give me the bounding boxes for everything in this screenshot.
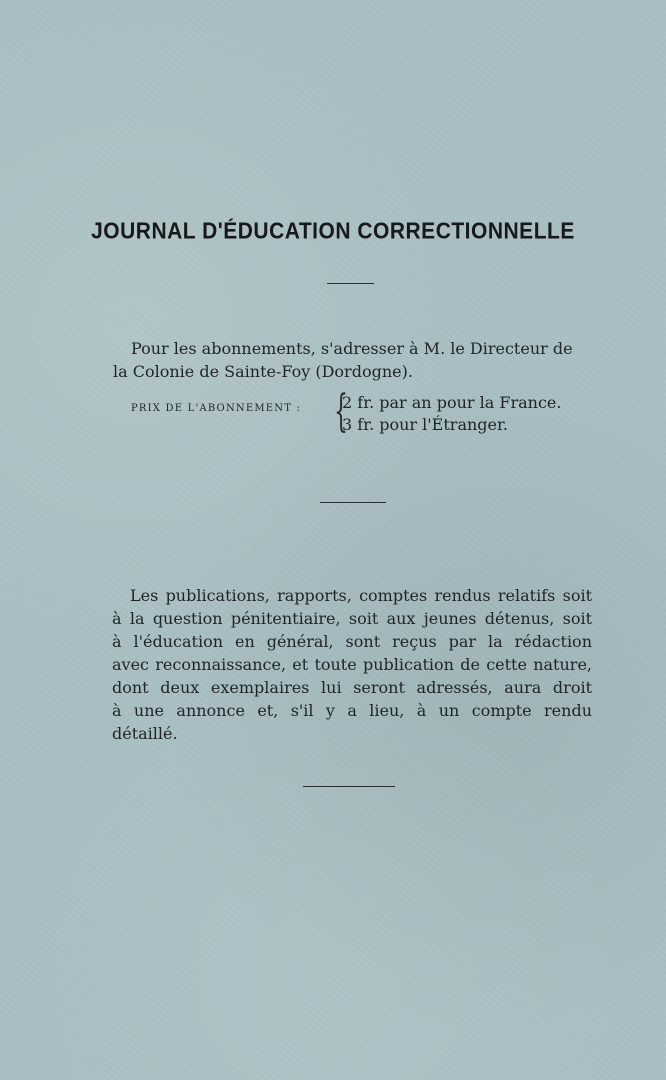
publications-line: dont deux exemplaires lui seront adressés, aura droit — [112, 678, 592, 697]
subscription-line: la Colonie de Sainte-Foy (Dordogne). — [113, 362, 413, 381]
publications-line: détaillé. — [112, 724, 178, 743]
price-option: 2 fr. par an pour la France. — [342, 393, 562, 412]
publications-line: à une annonce et, s'il y a lieu, à un compte rendu — [112, 701, 592, 720]
price-label: PRIX DE L'ABONNEMENT : — [131, 403, 302, 414]
publications-paragraph — [112, 584, 592, 745]
divider-rule — [327, 283, 374, 284]
publications-line: Les publications, rapports, comptes rendus relatifs soit — [130, 586, 592, 605]
divider-rule — [303, 786, 395, 787]
publications-line: avec reconnaissance, et toute publication de cette nature, — [112, 655, 592, 674]
subscription-line: Pour les abonnements, s'adresser à M. le Directeur de — [131, 339, 573, 358]
price-option: 3 fr. pour l'Étranger. — [342, 415, 508, 434]
publications-line: à l'éducation en général, sont reçus par la rédaction — [112, 632, 592, 651]
publications-line: à la question pénitentiaire, soit aux jeunes détenus, soit — [112, 609, 592, 628]
journal-title: JOURNAL D'ÉDUCATION CORRECTIONNELLE — [91, 218, 575, 245]
subscription-price — [131, 386, 601, 438]
divider-rule — [320, 502, 386, 503]
subscription-paragraph — [113, 337, 593, 383]
brace-icon: { — [334, 386, 348, 437]
